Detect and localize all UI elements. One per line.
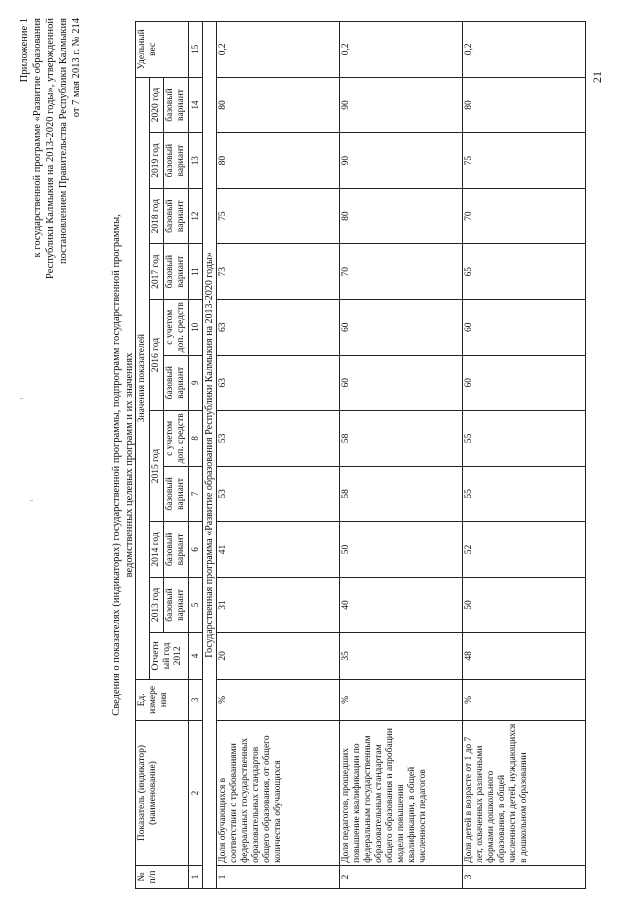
- subheader-extra: с учетом доп. средств: [164, 411, 189, 467]
- table-row: [340, 22, 463, 889]
- appendix-line: от 7 мая 2013 г. № 214: [71, 18, 82, 118]
- row-weight: 0,2: [217, 22, 340, 78]
- row-num: 2: [340, 865, 463, 888]
- subheader-base: базовый вариант: [164, 244, 189, 300]
- header-year-2017: 2017 год: [150, 244, 164, 300]
- header-year-2018: 2018 год: [150, 188, 164, 244]
- row-value: 58: [340, 466, 463, 522]
- row-value: 58: [340, 411, 463, 467]
- row-value: 75: [463, 133, 586, 189]
- row-value: 53: [217, 411, 340, 467]
- row-value: 70: [340, 244, 463, 300]
- row-weight: 0,2: [463, 22, 586, 78]
- column-number: 13: [189, 133, 203, 189]
- row-value: 90: [340, 77, 463, 133]
- row-value: 52: [463, 522, 586, 578]
- program-title: Государственная программа «Развитие образования Республики Калмыкия на 2013-2020 годы»: [203, 22, 217, 889]
- row-indicator: Доля обучающихся в соответствии с требованиями федеральных государственных образовательных стандартов общего образования, от общего количества обучающихся: [217, 721, 340, 866]
- subheader-base: базовый вариант: [164, 522, 189, 578]
- row-value: 60: [340, 299, 463, 355]
- row-value: 50: [463, 577, 586, 633]
- row-value: 40: [340, 577, 463, 633]
- table-row: [217, 22, 340, 889]
- column-number: 2: [189, 721, 203, 866]
- subheader-extra: с учетом доп. средств: [164, 299, 189, 355]
- header-unit: Ед. измере ния: [136, 679, 189, 721]
- column-number: 9: [189, 355, 203, 411]
- header-values: Значения показателей: [136, 77, 150, 679]
- header-num: № п/п: [136, 865, 189, 888]
- row-value: 80: [217, 77, 340, 133]
- header-report-year: Отчетн ый год 2012: [150, 633, 189, 679]
- header-year-2019: 2019 год: [150, 133, 164, 189]
- row-value: 60: [340, 355, 463, 411]
- column-number: 4: [189, 633, 203, 679]
- row-value: 20: [217, 633, 340, 679]
- header-weight: Удельный вес: [136, 22, 189, 78]
- row-value: 60: [463, 299, 586, 355]
- row-value: 55: [463, 466, 586, 522]
- title-line: Сведения о показателях (индикаторах) государственной программы, подпрограмм государственной программы,: [111, 214, 122, 716]
- column-number: 12: [189, 188, 203, 244]
- row-value: 60: [463, 355, 586, 411]
- header-year-2016: 2016 год: [150, 299, 164, 410]
- column-number: 3: [189, 679, 203, 721]
- subheader-base: базовый вариант: [164, 466, 189, 522]
- column-number: 8: [189, 411, 203, 467]
- indicators-table: [135, 21, 586, 889]
- row-value: 41: [217, 522, 340, 578]
- row-unit: %: [340, 679, 463, 721]
- row-value: 80: [217, 133, 340, 189]
- row-indicator: Доля детей в возрасте от 1 до 7 лет, охваченных различными формами дошкольного образования, в общей численности детей, нуждающихся в дошкольном образовании: [463, 721, 586, 866]
- appendix-line: Приложение 1: [19, 18, 30, 83]
- appendix-line: к государственной программе «Развитие образования: [32, 18, 43, 258]
- column-number: 7: [189, 466, 203, 522]
- column-number: 1: [189, 865, 203, 888]
- row-value: 70: [463, 188, 586, 244]
- header-year-2014: 2014 год: [150, 522, 164, 578]
- row-unit: %: [463, 679, 586, 721]
- header-year-2015: 2015 год: [150, 411, 164, 522]
- document-title: [110, 205, 136, 725]
- header-year-2013: 2013 год: [150, 577, 164, 633]
- appendix-header: [18, 18, 83, 318]
- row-value: 63: [217, 355, 340, 411]
- header-year-2020: 2020 год: [150, 77, 164, 133]
- column-number: 6: [189, 522, 203, 578]
- row-value: 80: [340, 188, 463, 244]
- row-value: 80: [463, 77, 586, 133]
- program-row: [203, 22, 217, 889]
- column-number-row: [189, 22, 203, 889]
- row-unit: %: [217, 679, 340, 721]
- row-value: 55: [463, 411, 586, 467]
- appendix-line: Республики Калмыкия на 2013-2020 годы», утвержденной: [45, 18, 56, 279]
- column-number: 5: [189, 577, 203, 633]
- row-value: 53: [217, 466, 340, 522]
- page-number: 21: [590, 71, 604, 83]
- subheader-base: базовый вариант: [164, 188, 189, 244]
- header-indicator: Показатель (индикатор) (наименование): [136, 721, 189, 866]
- column-number: 10: [189, 299, 203, 355]
- row-value: 63: [217, 299, 340, 355]
- subheader-base: базовый вариант: [164, 355, 189, 411]
- title-line: ведомственных целевых программ и их значениях: [124, 352, 135, 578]
- row-value: 73: [217, 244, 340, 300]
- subheader-base: базовый вариант: [164, 77, 189, 133]
- row-value: 75: [217, 188, 340, 244]
- row-value: 31: [217, 577, 340, 633]
- row-weight: 0,2: [340, 22, 463, 78]
- subheader-base: базовый вариант: [164, 133, 189, 189]
- row-value: 90: [340, 133, 463, 189]
- row-num: 1: [217, 865, 340, 888]
- column-number: 15: [189, 22, 203, 78]
- column-number: 11: [189, 244, 203, 300]
- row-num: 3: [463, 865, 586, 888]
- column-number: 14: [189, 77, 203, 133]
- row-indicator: Доля педагогов, прошедших повышение квалификации по федеральным государственным образовательным стандартам общего образования и апробации модели повышения квалификации, в общей численности педагогов: [340, 721, 463, 866]
- row-value: 65: [463, 244, 586, 300]
- subheader-base: базовый вариант: [164, 577, 189, 633]
- appendix-line: постановлением Правительства Республики Калмыкия: [58, 18, 69, 265]
- table-row: [463, 22, 586, 889]
- row-value: 48: [463, 633, 586, 679]
- row-value: 35: [340, 633, 463, 679]
- row-value: 50: [340, 522, 463, 578]
